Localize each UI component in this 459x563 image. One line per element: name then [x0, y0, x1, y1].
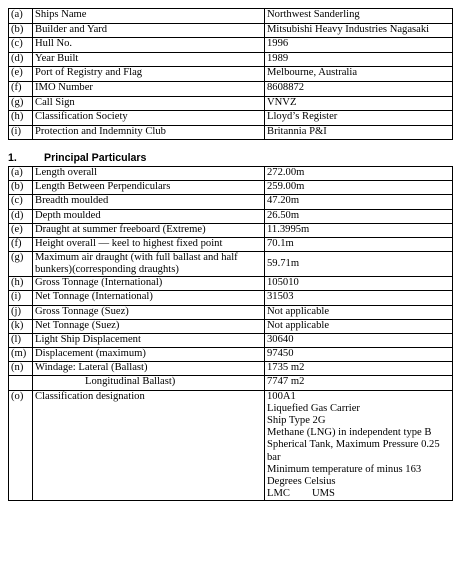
row-value: Britannia P&I: [265, 125, 453, 140]
row-label: Maximum air draught (with full ballast and half bunkers)(corresponding draughts): [33, 252, 265, 277]
row-label: Year Built: [33, 52, 265, 67]
row-code: (b): [9, 181, 33, 195]
ship-details-table: [8, 8, 453, 140]
classification-line: Spherical Tank, Maximum Pressure 0.25 bar: [267, 439, 440, 463]
row-code: [9, 376, 33, 390]
row-label: Classification designation: [33, 390, 265, 501]
table-row: [9, 111, 453, 126]
row-value: 97450: [265, 348, 453, 362]
row-code: (g): [9, 96, 33, 111]
row-value: Lloyd’s Register: [265, 111, 453, 126]
table-row: [9, 252, 453, 277]
row-code: (n): [9, 362, 33, 376]
row-code: (k): [9, 319, 33, 333]
row-code: (a): [9, 167, 33, 181]
table-row: [9, 209, 453, 223]
classification-line: 100A1: [267, 390, 296, 402]
classification-line: Ship Type 2G: [267, 415, 326, 427]
table-row: [9, 167, 453, 181]
row-code: (a): [9, 9, 33, 24]
row-code: (j): [9, 305, 33, 319]
row-value: 70.1m: [265, 237, 453, 251]
row-code: (o): [9, 390, 33, 501]
row-value: Melbourne, Australia: [265, 67, 453, 82]
classification-line: Methane (LNG) in independent type B: [267, 427, 432, 439]
row-code: (e): [9, 67, 33, 82]
row-label: Length Between Perpendiculars: [33, 181, 265, 195]
table-row: [9, 9, 453, 24]
table-row: [9, 23, 453, 38]
row-label: Gross Tonnage (Suez): [33, 305, 265, 319]
ums-notation: UMS: [311, 488, 335, 500]
row-label: Length overall: [33, 167, 265, 181]
row-label: IMO Number: [33, 81, 265, 96]
row-code: (i): [9, 291, 33, 305]
row-value: 8608872: [265, 81, 453, 96]
table-row: [9, 223, 453, 237]
row-value: 1735 m2: [265, 362, 453, 376]
row-value: VNVZ: [265, 96, 453, 111]
row-label: Breadth moulded: [33, 195, 265, 209]
section-title: Principal Particulars: [44, 152, 147, 164]
row-value: Not applicable: [265, 305, 453, 319]
table-row: [9, 333, 453, 347]
row-code: (h): [9, 277, 33, 291]
row-label: Longitudinal Ballast): [33, 376, 265, 390]
row-code: (f): [9, 237, 33, 251]
row-value: 272.00m: [265, 167, 453, 181]
row-value: 11.3995m: [265, 223, 453, 237]
row-value: Northwest Sanderling: [265, 9, 453, 24]
table-row: [9, 81, 453, 96]
row-code: (l): [9, 333, 33, 347]
table-row: [9, 52, 453, 67]
table-row: [9, 390, 453, 501]
row-label: Ships Name: [33, 9, 265, 24]
row-code: (m): [9, 348, 33, 362]
classification-value: [265, 390, 453, 501]
row-code: (d): [9, 52, 33, 67]
row-value: 30640: [265, 333, 453, 347]
row-value: 259.00m: [265, 181, 453, 195]
table-row: [9, 277, 453, 291]
table-row: [9, 181, 453, 195]
table-row: [9, 237, 453, 251]
table-row: [9, 376, 453, 390]
table-row: [9, 348, 453, 362]
row-label: Call Sign: [33, 96, 265, 111]
lmc-notation: LMC: [267, 488, 290, 500]
row-label: Displacement (maximum): [33, 348, 265, 362]
row-code: (i): [9, 125, 33, 140]
row-value: 47.20m: [265, 195, 453, 209]
table-row: [9, 362, 453, 376]
row-value: 7747 m2: [265, 376, 453, 390]
row-label: Depth moulded: [33, 209, 265, 223]
row-code: (c): [9, 195, 33, 209]
row-value: Mitsubishi Heavy Industries Nagasaki: [265, 23, 453, 38]
row-label: Builder and Yard: [33, 23, 265, 38]
row-label: Draught at summer freeboard (Extreme): [33, 223, 265, 237]
classification-line-last: [267, 488, 450, 500]
row-code: (b): [9, 23, 33, 38]
row-value: 31503: [265, 291, 453, 305]
table-row: [9, 96, 453, 111]
row-code: (d): [9, 209, 33, 223]
table-row: [9, 195, 453, 209]
row-code: (h): [9, 111, 33, 126]
table-row: [9, 125, 453, 140]
row-code: (g): [9, 252, 33, 277]
row-label: Classification Society: [33, 111, 265, 126]
section-heading: [8, 152, 146, 164]
classification-line: Minimum temperature of minus 163 Degrees Celsius: [267, 463, 422, 488]
row-code: (c): [9, 38, 33, 53]
row-label: Hull No.: [33, 38, 265, 53]
row-label: Gross Tonnage (International): [33, 277, 265, 291]
table-row: [9, 291, 453, 305]
row-label: Net Tonnage (International): [33, 291, 265, 305]
row-value: 59.71m: [265, 252, 453, 277]
principal-particulars-table: [8, 166, 453, 501]
row-label: Net Tonnage (Suez): [33, 319, 265, 333]
classification-line: Liquefied Gas Carrier: [267, 402, 360, 414]
table-row: [9, 38, 453, 53]
section-number: 1.: [8, 152, 17, 164]
row-label: Port of Registry and Flag: [33, 67, 265, 82]
row-value: 26.50m: [265, 209, 453, 223]
row-label: Height overall — keel to highest fixed point: [33, 237, 265, 251]
table-row: [9, 319, 453, 333]
row-value: 105010: [265, 277, 453, 291]
table-row: [9, 305, 453, 319]
row-value: 1996: [265, 38, 453, 53]
row-label: Light Ship Displacement: [33, 333, 265, 347]
row-code: (e): [9, 223, 33, 237]
row-value: 1989: [265, 52, 453, 67]
row-label: Protection and Indemnity Club: [33, 125, 265, 140]
row-value: Not applicable: [265, 319, 453, 333]
table-row: [9, 67, 453, 82]
row-code: (f): [9, 81, 33, 96]
row-label: Windage: Lateral (Ballast): [33, 362, 265, 376]
